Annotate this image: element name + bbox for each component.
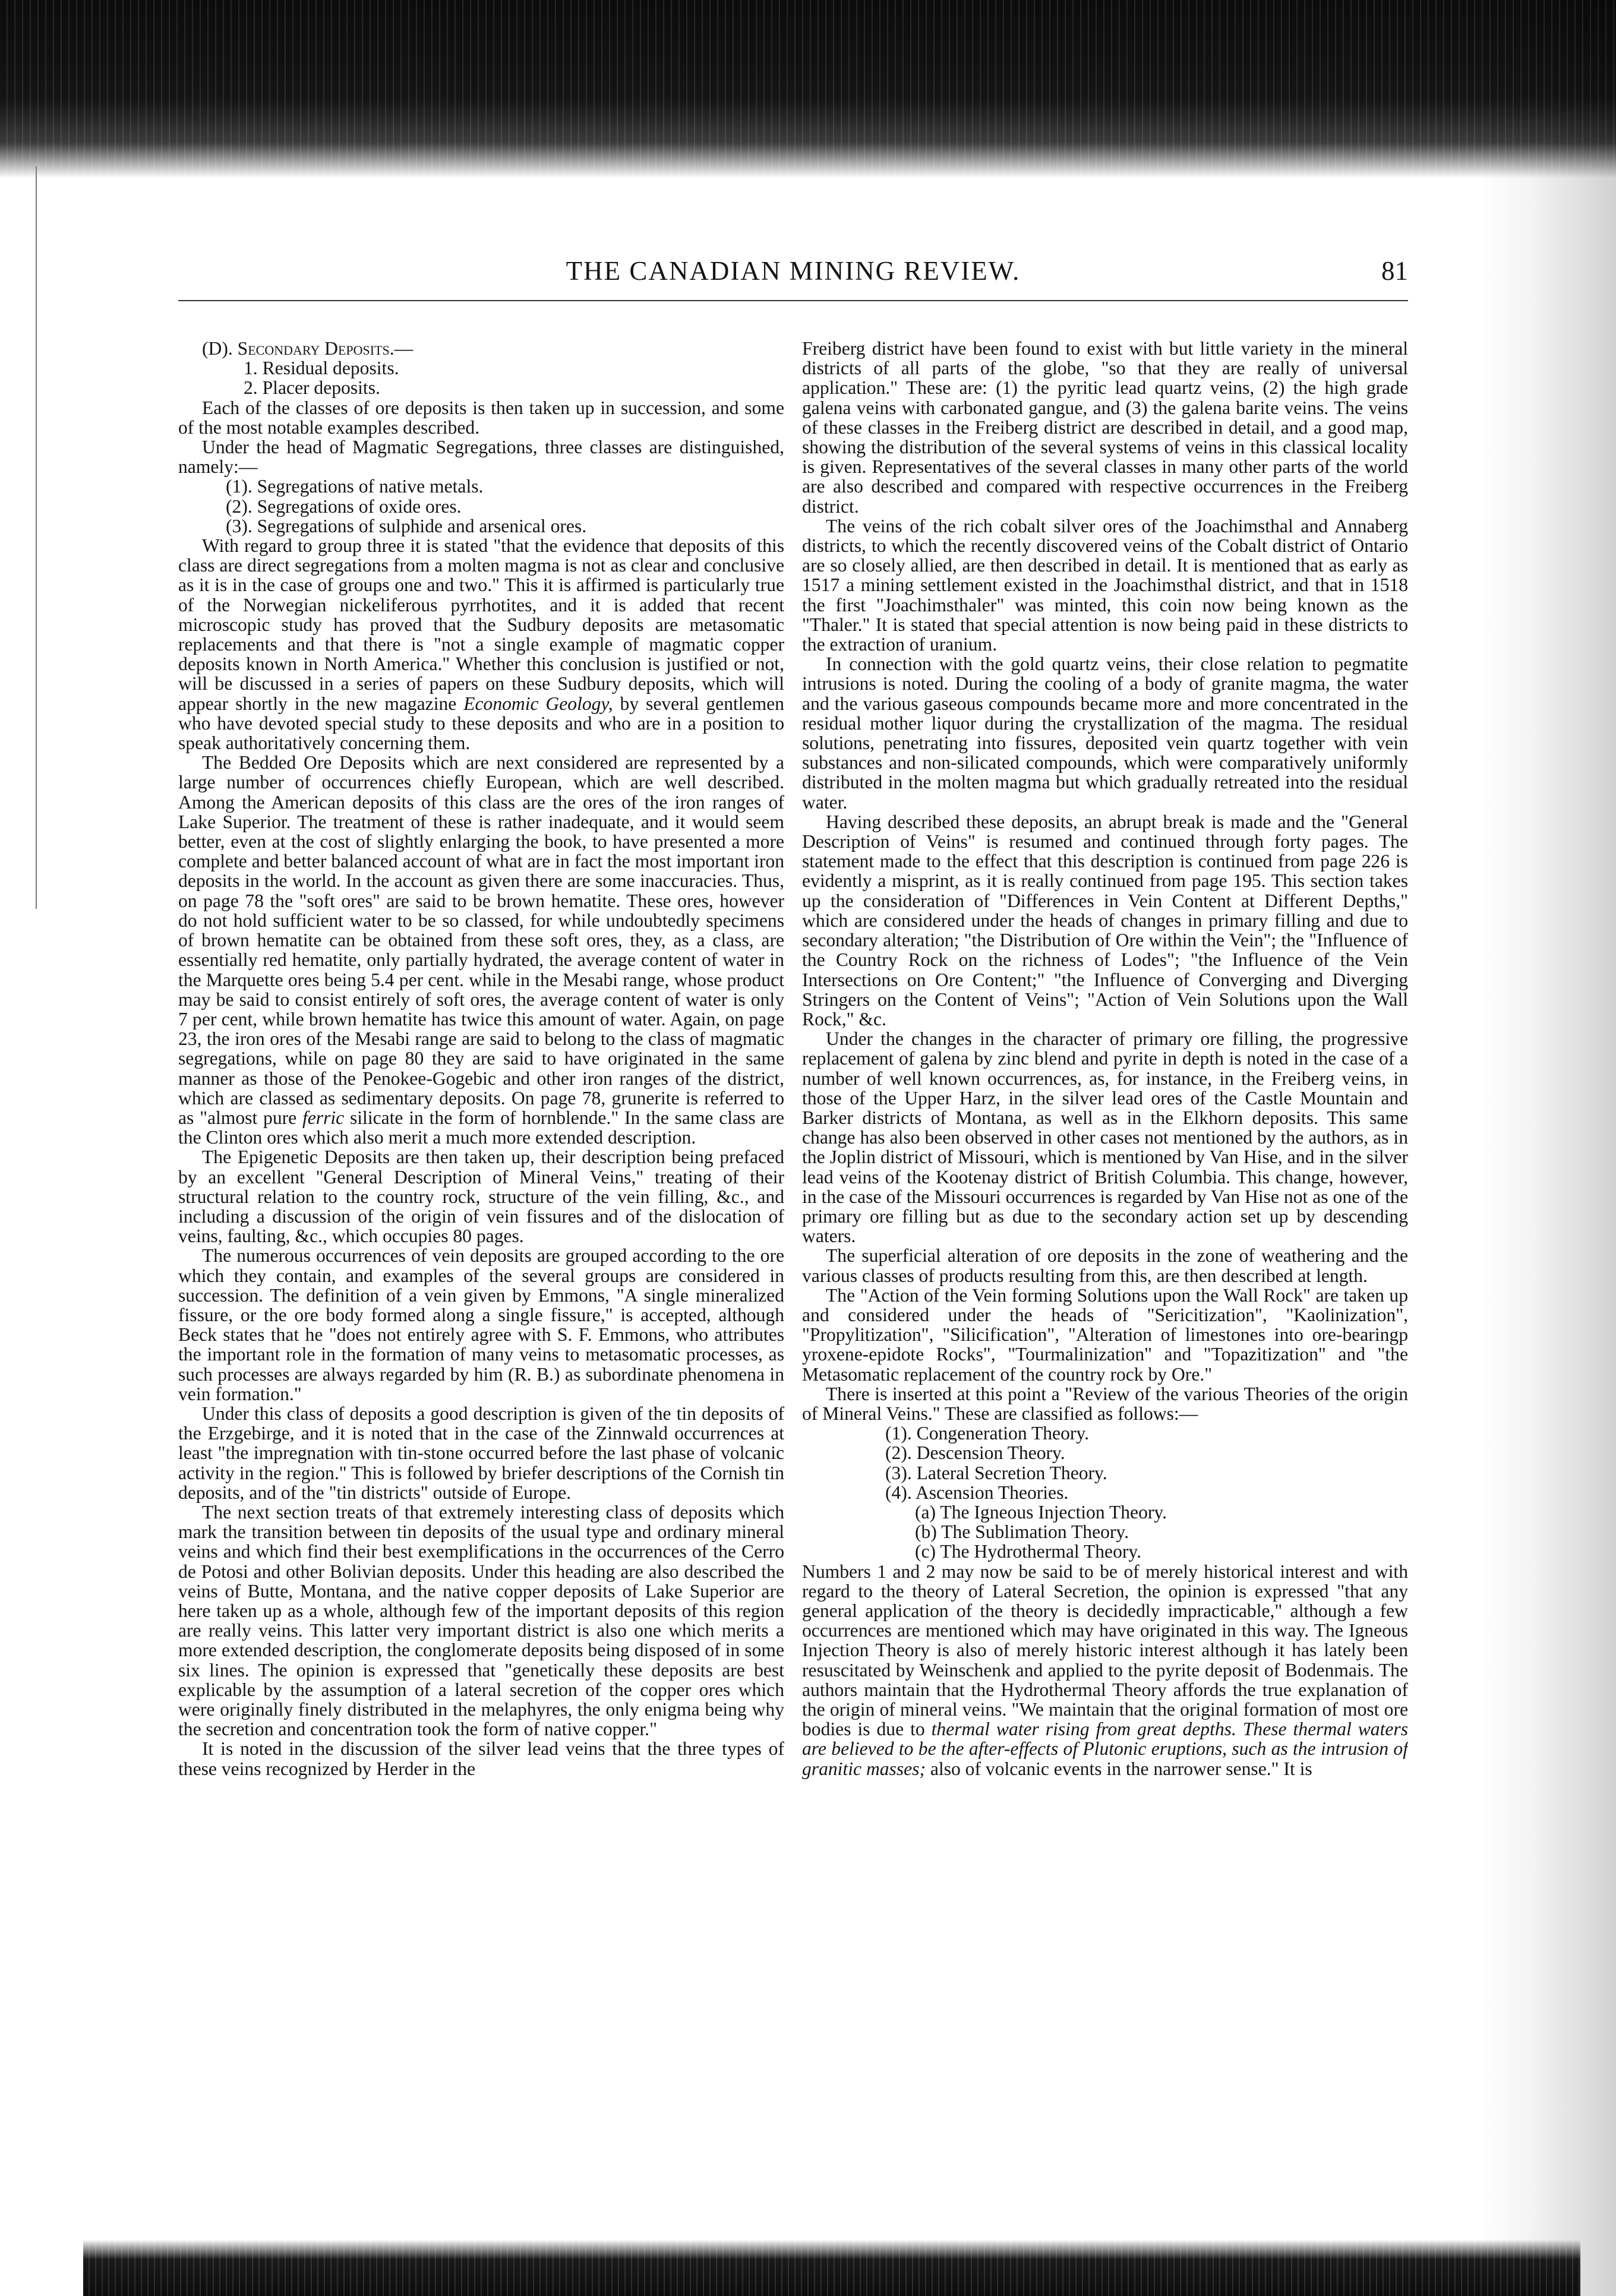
text: With regard to group three it is stated "that the evidence that deposits of this class are direct segregations from a molten magma is not as clear and conclusive as it is in the case of groups one and two." This it is affirmed is particularly true of the Norwegian nickeliferous pyrrhotites, and it is added that recent microscopic study has proved that the Sudbury deposits are metasomatic replacements and that there is "not a single example of magmatic copper deposits known in North America." Whether this conclusion is justified or not, will be discussed in a series of papers on these Sudbury deposits, which will appear shortly in the new magazine (178, 535, 784, 714)
paragraph: It is noted in the discussion of the silver lead veins that the three types of these veins recognized by Herder in the (178, 1738, 784, 1779)
paragraph: The veins of the rich cobalt silver ores of the Joachimsthal and Annaberg districts, to which the recently discovered veins of the Cobalt district of Ontario are so closely allied, are then described in detail. It is mentioned that as early as 1517 a mining settlement existed in the Joachimsthal district, and that in 1518 the first "Joachimsthaler" was minted, this coin now being known as the "Thaler." It is stated that special attention is now being paid in these districts to the extraction of uranium. (802, 515, 1408, 655)
left-column (178, 339, 784, 2222)
paragraph: The superficial alteration of ore deposits in the zone of weathering and the various classes of products resulting from this, are then described at length. (802, 1245, 1408, 1286)
scan-dark-top-border (0, 0, 1616, 178)
header-rule (178, 300, 1408, 301)
magazine-title: Economic Geology, (463, 693, 613, 714)
paragraph: The "Action of the Vein forming Solutions upon the Wall Rock" are taken up and considered under the heads of "Sericitization", "Kaolinization", "Propylitization", "Silicification", "Alteration of limestones into ore-bearingp yroxene-epidote Rocks", "Tourmalinization" and "Topazitization" and "the Metasomatic replacement of the country rock by Ore." (802, 1284, 1408, 1385)
text: also of volcanic events in the narrower sense." It is (930, 1758, 1312, 1779)
paragraph: Under the head of Magmatic Segregations, three classes are distinguished, namely:— (178, 437, 784, 478)
page-number: 81 (1381, 256, 1408, 286)
paragraph: Having described these deposits, an abrupt break is made and the "General Description of Veins" is resumed and continued through forty pages. The statement made to the effect that this description is continued from page 226 is evidently a misprint, as it is really continued from page 195. This section takes up the consideration of "Differences in Vein Content at Different Depths," which are considered under the heads of changes in primary filling and due to secondary alteration; "the Distribution of Ore within the Vein"; the "Influence of the Country Rock on the richness of Lodes"; "the Influence of the Vein Intersections on Ore Content;" "the Influence of Converging and Diverging Stringers on the Content of Veins"; "Action of Vein Solutions upon the Wall Rock," &c. (802, 811, 1408, 1029)
list-item: (1). Segregations of native metals. (226, 476, 484, 497)
list-item: 1. Residual deposits. (244, 358, 399, 379)
paragraph: The Epigenetic Deposits are then taken up, their description being prefaced by an excellent "General Description of Mineral Veins," treating of their structural relation to the country rock, structure of the vein filling, &c., and including a discussion of the origin of vein fissures and of the dislocation of veins, faulting, &c., which occupies 80 pages. (178, 1147, 784, 1247)
list-item: (3). Lateral Secretion Theory. (885, 1462, 1107, 1483)
text: by several gentlemen who have devoted special study to these deposits and who are in a position to speak authoritatively concerning them. (178, 693, 784, 754)
paragraph: Freiberg district have been found to exist with but little variety in the mineral districts of all parts of the globe, "so that they are really of universal application." These are: (1) the pyritic lead quartz veins, (2) the high grade galena veins with carbonated gangue, and (3) the galena barite veins. The veins of these classes in the Freiberg district are described in detail, and a good map, showing the distribution of the several systems of veins in this classical locality is given. Representatives of the several classes in many other parts of the world are also described and compared with respective occurrences in the Freiberg district. (802, 339, 1408, 517)
list-item: (4). Ascension Theories. (885, 1482, 1069, 1503)
text: The Bedded Ore Deposits which are next considered are represented by a large number of occurrences chiefly European, which are well described. Among the American deposits of this class are the ores of the iron ranges of Lake Superior. The treatment of these is rather inadequate, and it would seem better, even at the cost of slightly enlarging the book, to have presented a more complete and better balanced account of what are in fact the most important iron deposits in the world. In the account as given there are some inaccuracies. Thus, on page 78 the "soft ores" are said to be brown hematite. These ores, however do not hold sufficient water to be so classed, for while undoubtedly specimens of brown hematite can be obtained from these soft ores, they, as a class, are essentially red hematite, only partially hydrated, the average content of water in the Marquette ores being 5.4 per cent. while in the Mesabi range, whose product may be said to consist entirely of soft ores, the average content of water is only 7 per cent, while brown hematite has twice this amount of water. Again, on page 23, the iron ores of the Mesabi range are said to belong to the class of magmatic segregations, while on page 80 they are said to have originated in the same manner as those of the Penokee-Gogebic and other iron ranges of the district, which are classed as sedimentary deposits. On page 78, grunerite is referred to as "almost pure (178, 752, 784, 1128)
list-item: (2). Descension Theory. (885, 1442, 1065, 1464)
list-item: (1). Congeneration Theory. (885, 1423, 1090, 1444)
paragraph: The numerous occurrences of vein deposits are grouped according to the ore which they contain, and examples of the several groups are considered in succession. The definition of a vein given by Emmons, "A single mineralized fissure, or the ore body formed along a single fissure," is accepted, although Beck states that he "does not entirely agree with S. F. Emmons, who attributes the important role in the formation of many veins to metasomatic processes, as such processes are always regarded by him (R. B.) as subordinate phenomena in vein formation." (178, 1245, 784, 1404)
italic-word: ferric (302, 1107, 345, 1128)
list-item: 2. Placer deposits. (244, 377, 380, 399)
right-column (802, 339, 1408, 2222)
scan-left-edge-line (36, 166, 37, 909)
list-item: (3). Segregations of sulphide and arsenical ores. (226, 515, 587, 536)
paragraph: Under this class of deposits a good description is given of the tin deposits of the Erzgebirge, and it is noted that in the case of the Zinnwald occurrences at least "the impregnation with tin-stone occurred before the last phase of volcanic activity in the region." This is followed by briefer descriptions of the Cornish tin deposits, and of the "tin districts" outside of Europe. (178, 1403, 784, 1503)
text: Numbers 1 and 2 may now be said to be of merely historical interest and with regard to the theory of Lateral Secretion, the opinion is expressed "that any general application of the theory is decidedly impracticable," although a few occurrences are mentioned which may have originated in this way. The Igneous Injection Theory is also of merely historic interest although it has lately been resuscitated by Weinschenk and applied to the pyrite deposit of Bodenmais. The authors maintain that the Hydrothermal Theory affords the true explanation of the origin of mineral veins. "We maintain that the original formation of most ore bodies is due to (802, 1561, 1408, 1740)
list-item: (c) The Hydrothermal Theory. (915, 1541, 1142, 1562)
list-item: (a) The Igneous Injection Theory. (915, 1501, 1167, 1523)
list-item: (b) The Sublimation Theory. (915, 1521, 1129, 1543)
italic-quote: thermal water rising from great depths. These thermal waters are believed to be the after-effects of Plutonic eruptions, such as the intrusion of granitic masses; (802, 1719, 1408, 1779)
paragraph: The next section treats of that extremely interesting class of deposits which mark the transition between tin deposits of the usual type and ordinary mineral veins and which find their best exemplifications in the occurrences of the Cerro de Potosi and other Bolivian deposits. Under this heading are also described the veins of Butte, Montana, and the native copper deposits of Lake Superior are here taken up as a whole, although few of the important deposits of this region are really veins. This latter very important district is also one which merits a more extended description, the conglomerate deposits being disposed of in some six lines. The opinion is expressed that "genetically these deposits are best explicable by the assumption of a lateral secretion of the copper ores which were originally finely distributed in the melaphyres, the only enigma being why the secretion and concentration took the form of native copper." (178, 1501, 784, 1740)
paragraph (178, 536, 784, 753)
paragraph: Under the changes in the character of primary ore filling, the progressive replacement of galena by zinc blend and pyrite in depth is noted in the case of a number of well known occurrences, as, for instance, in the Freiberg veins, in those of the Upper Harz, in the silver lead ores of the Castle Mountain and Barker districts of Montana, as well as in the Elkhorn deposits. This same change has also been observed in other cases not mentioned by the authors, as in the Joplin district of Missouri, which is mentioned by Van Hise, and in the silver lead veins of the Kootenay district of British Columbia. This change, however, in the case of the Missouri occurrences is regarded by Van Hise not as one of the primary ore filling but as due to the secondary action set up by descending waters. (802, 1028, 1408, 1247)
running-title: THE CANADIAN MINING REVIEW. (566, 256, 1021, 286)
paragraph: There is inserted at this point a "Review of the various Theories of the origin of Mineral Veins." These are classified as follows:— (802, 1383, 1408, 1424)
text: silicate in the form of hornblende." In the same class are the Clinton ores which also merit a much more extended description. (178, 1107, 784, 1148)
page-header (178, 255, 1408, 303)
paragraph: Each of the classes of ore deposits is then taken up in succession, and some of the most notable examples described. (178, 397, 784, 438)
paragraph (802, 1562, 1408, 1779)
paragraph (178, 753, 784, 1147)
paragraph: In connection with the gold quartz veins, their close relation to pegmatite intrusions is noted. During the cooling of a body of granite magma, the water and the various gaseous compounds became more and more concentrated in the residual mother liquor during the crystallization of the magma. The residual solutions, penetrating into fissures, deposited vein quartz together with vein substances and non-silicated compounds, which were comparatively uniformly distributed in the molten magma but which gradually retreated into the residual water. (802, 653, 1408, 813)
scan-dark-bottom-border (83, 2240, 1580, 2296)
heading-secondary-deposits: (D). Secondary Deposits.— (202, 339, 414, 359)
list-item: (2). Segregations of oxide ores. (226, 495, 462, 517)
scan-right-shadow (1479, 0, 1616, 2296)
